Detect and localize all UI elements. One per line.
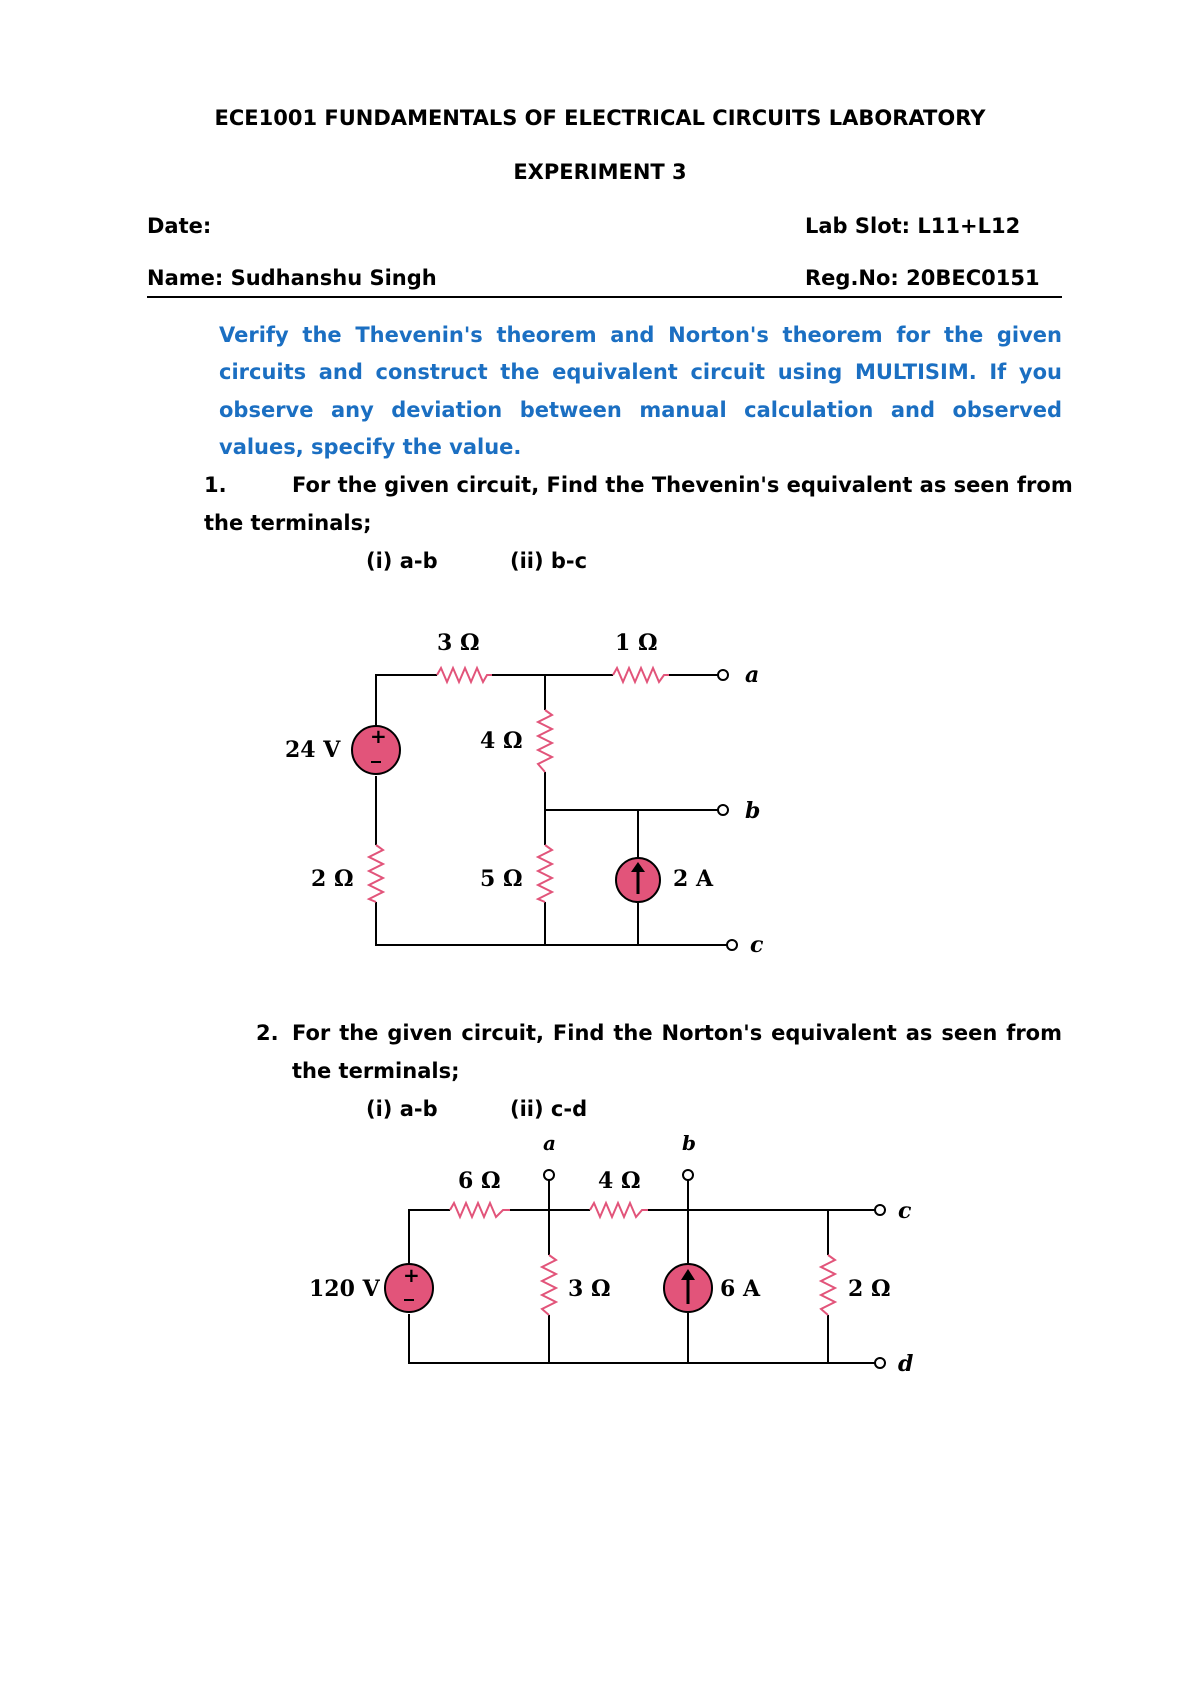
terminal-a-2: a [543,1131,556,1155]
q1-line-2: the terminals; [204,511,372,535]
label-3ohm-b: 3 Ω [568,1276,611,1302]
instruction-line-4: values, specify the value. [219,435,522,459]
reg-number: Reg.No: 20BEC0151 [805,266,1040,290]
q2-part-ii: (ii) c-d [510,1097,588,1121]
label-4ohm-b: 4 Ω [598,1168,641,1194]
label-6ohm: 6 Ω [458,1168,501,1194]
label-3ohm: 3 Ω [437,630,480,656]
q2-line-2: the terminals; [292,1059,460,1083]
label-2ohm-b: 2 Ω [848,1276,891,1302]
label-1ohm: 1 Ω [615,630,658,656]
instruction-line-1: Verify the Thevenin's theorem and Norton's theorem for the given [219,323,1062,347]
student-name: Name: Sudhanshu Singh [147,266,437,290]
q2-line-1: For the given circuit, Find the Norton's equivalent as seen from [292,1021,1062,1045]
label-24v: 24 V [285,737,341,763]
label-5ohm: 5 Ω [480,866,523,892]
terminal-b-2: b [682,1131,696,1155]
resistor-6ohm [450,1203,510,1217]
experiment-title: EXPERIMENT 3 [513,160,687,184]
q2-part-i: (i) a-b [366,1097,438,1121]
instruction-line-3: observe any deviation between manual calculation and observed [219,398,1062,422]
resistor-2ohm-b [821,1255,835,1315]
q1-number: 1. [204,473,227,497]
label-120v: 120 V [309,1276,380,1302]
date-label: Date: [147,214,212,238]
terminal-a: a [745,662,760,688]
label-6a: 6 A [720,1276,761,1302]
svg-text:+: + [403,1263,420,1287]
q1-part-i: (i) a-b [366,549,438,573]
terminal-c: c [750,932,764,958]
plus-sign: + [370,724,387,748]
terminal-d-2: d [898,1351,914,1377]
resistor-4ohm-b [590,1203,648,1217]
label-2a: 2 A [673,866,714,892]
course-title: ECE1001 FUNDAMENTALS OF ELECTRICAL CIRCUITS LABORATORY [214,106,986,130]
instruction-line-2: circuits and construct the equivalent circuit using MULTISIM. If you [219,360,1062,384]
terminal-c-2: c [898,1198,912,1224]
label-4ohm: 4 Ω [480,728,523,754]
resistor-3ohm-b [542,1255,556,1315]
q2-number: 2. [256,1021,279,1045]
lab-slot: Lab Slot: L11+L12 [805,214,1021,238]
terminal-b: b [745,798,761,824]
label-2ohm: 2 Ω [311,866,354,892]
q1-part-ii: (ii) b-c [510,549,588,573]
q1-line-1: For the given circuit, Find the Thevenin's equivalent as seen from [292,473,1073,497]
